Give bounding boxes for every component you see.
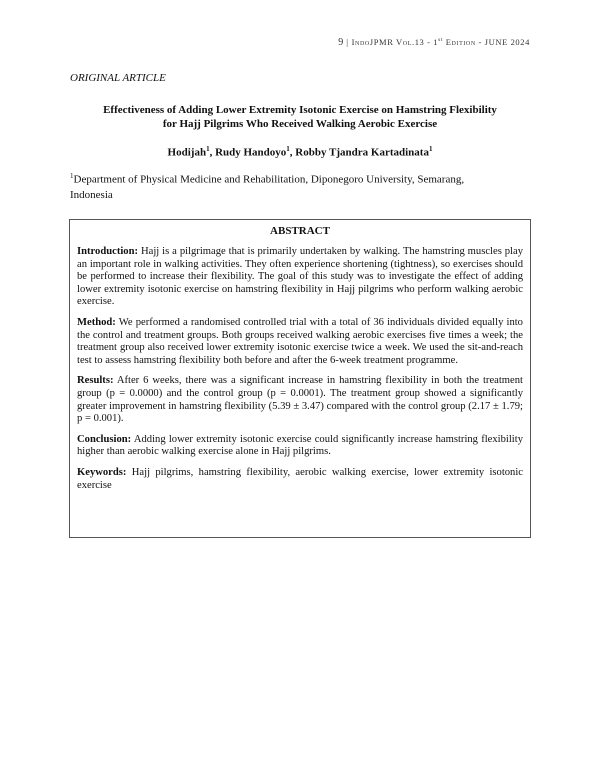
title-line-1: Effectiveness of Adding Lower Extremity Isotonic Exercise on Hamstring Flexibility <box>103 104 497 116</box>
abstract-results <box>77 375 523 425</box>
article-category: ORIGINAL ARTICLE <box>70 72 166 84</box>
section-text: Adding lower extremity isotonic exercise could significantly increase hamstring flexibility higher than aerobic walking exercise alone in Hajj pilgrims. <box>77 433 523 458</box>
affiliation-line-2: Indonesia <box>70 188 113 201</box>
abstract-keywords <box>77 467 523 492</box>
abstract-introduction <box>77 246 523 309</box>
abstract-method <box>77 317 523 367</box>
affiliation-line-1: Department of Physical Medicine and Rehabilitation, Diponegoro University, Semarang, <box>73 173 465 186</box>
section-label: Results: <box>77 375 114 387</box>
edition-superscript: st <box>438 37 444 44</box>
running-header <box>338 37 530 48</box>
abstract-box <box>69 219 531 538</box>
abstract-heading: ABSTRACT <box>270 225 330 237</box>
header-separator: | <box>346 37 349 47</box>
affiliation-mark: 1 <box>70 172 74 180</box>
section-text: We performed a randomised controlled trial with a total of 36 individuals divided equally into the control and treatment groups. Both groups received walking aerobic exercises five times a week; the treatment group also received lower extremity isotonic exercise twice a week. We used the sit-and-reach test to assess hamstring flexibility both before and after the 6-week treatment programme. <box>77 316 523 366</box>
author-affiliation-mark: 1 <box>206 145 210 153</box>
section-label: Introduction: <box>77 246 139 257</box>
abstract-conclusion <box>77 434 523 459</box>
section-text: Hajj is a pilgrimage that is primarily undertaken by walking. The hamstring muscles play an important role in walking activities. They often experience shortening (tightness), so exercises should be performed to increase their flexibility. The goal of this study was to investigate the effect of adding lower extremity isotonic exercise on hamstring flexibility in Hajj pilgrims who perform walking aerobic exercise. <box>77 246 523 308</box>
edition-date: Edition - JUNE 2024 <box>445 37 530 47</box>
author-name: Rudy Handoyo <box>215 146 287 159</box>
author-name: Hodijah <box>167 146 207 159</box>
page-number: 9 <box>338 37 344 48</box>
title-line-2: for Hajj Pilgrims Who Received Walking Aerobic Exercise <box>162 118 438 130</box>
author-name: Robby Tjandra Kartadinata <box>295 146 429 159</box>
affiliation <box>70 169 528 203</box>
author-list: Hodijah$^1$, Rudy Handoyo$^1$, Robby Tjandra Kartadinata$^1$ <box>167 145 433 159</box>
author-affiliation-mark: 1 <box>428 145 433 153</box>
journal-volume: IndoJPMR Vol.13 - 1 <box>351 37 439 47</box>
article-title <box>70 103 530 131</box>
section-label: Method: <box>77 316 116 328</box>
section-label: Conclusion: <box>77 433 132 445</box>
section-text: After 6 weeks, there was a significant increase in hamstring flexibility in both the treatment group (p = 0.0000) and the control group (p = 0.0001). The treatment group showed a significantly greater improvement in hamstring flexibility (5.39 ± 3.47) compared with the control group (2.17 ± 1.79; p = 0.001). <box>77 375 523 425</box>
author-affiliation-mark: 1 <box>286 145 290 153</box>
section-text: Hajj pilgrims, hamstring flexibility, aerobic walking exercise, lower extremity isotonic exercise <box>77 466 523 491</box>
section-label: Keywords: <box>77 466 127 478</box>
